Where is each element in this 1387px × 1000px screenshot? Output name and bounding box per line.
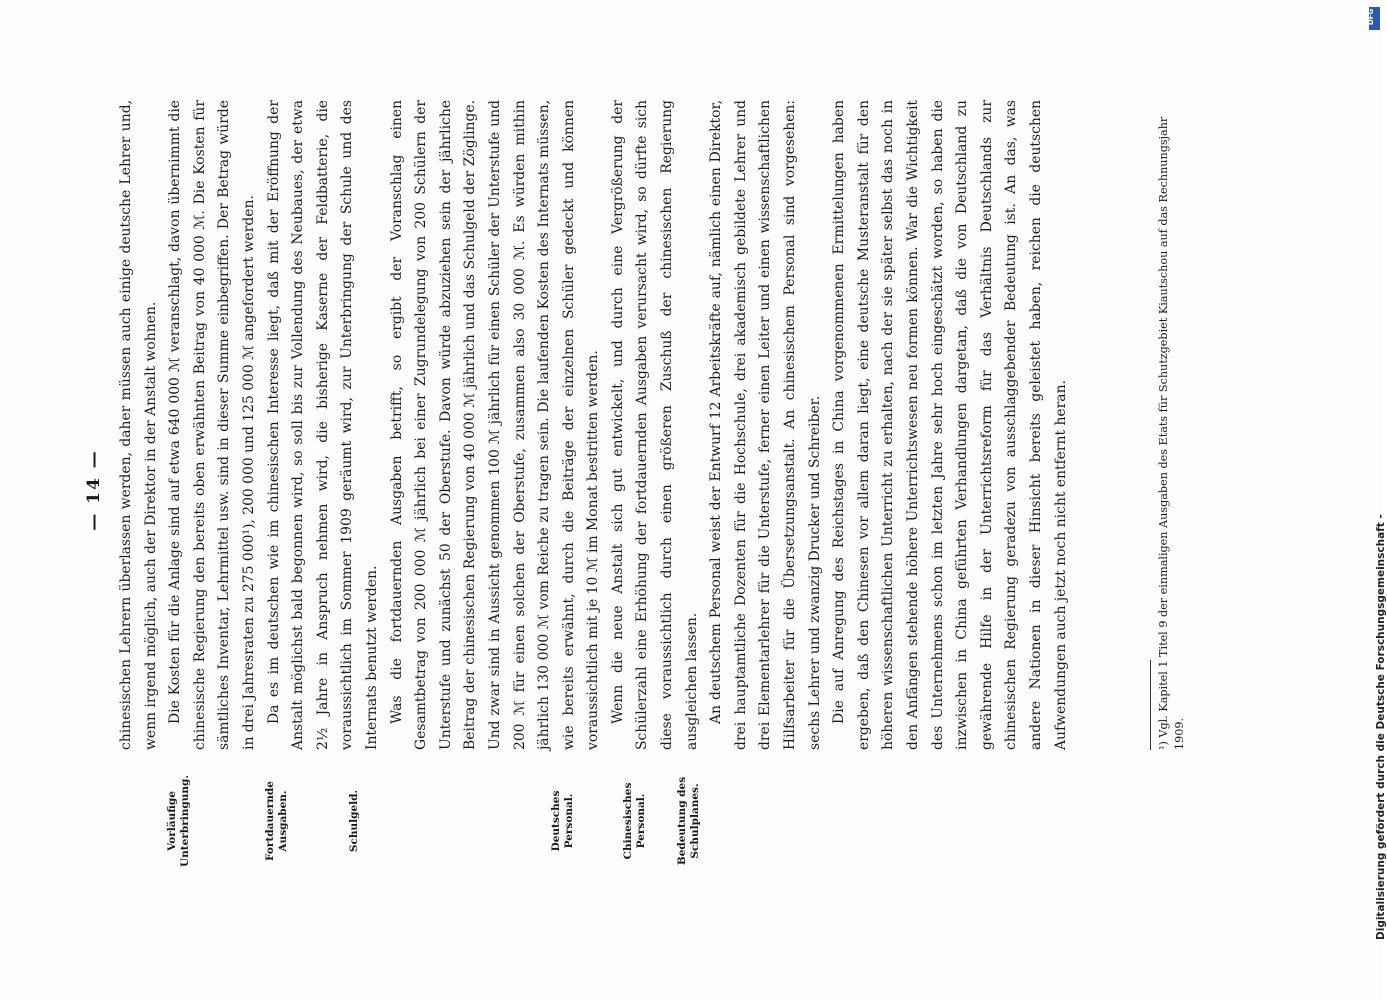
paragraph: Wenn die neue Anstalt sich gut entwickelt, und durch eine Vergrößerung der Schülerzahl eine Erhöhung der fortdauernden Ausgaben verursacht wird, so dürfte sich diese voraussichtlich durch einen größeren Zuschuß der chinesischen Regierung ausgleichen lassen. — [609, 100, 700, 750]
paragraph: chinesischen Lehrern überlassen werden, daher müssen auch einige deutsche Lehrer und, wenn irgend möglich, auch der Direktor in der Anstalt wohnen. — [118, 100, 159, 750]
paragraph: Die auf Anregung des Reichstages in China vorgenommenen Ermittelungen haben ergeben, daß den Chinesen vor allem daran liegt, eine deutsche Musteranstalt für den höheren wissenschaftlichen Unterricht zu erhalten, nach der sie später selbst das noch in den Anfängen stehende höhere Unterrichtswesen neu formen können. War die Wichtigkeit des Unternehmens schon im letzten Jahre sehr hoch eingeschätzt worden, so haben die inzwischen in China geführten Verhandlungen dargetan, daß die von Deutschland zu gewährende Hilfe in der Unterrichtsreform für das Verhältnis Deutschlands zur chinesischen Regierung geradezu von ausschlaggebender Bedeutung ist. An das, was andere Nationen in dieser Hinsicht bereits geleistet haben, reichen die deutschen Aufwendungen auch jetzt noch nicht entfernt heran. — [831, 100, 1069, 750]
sidenote-schulgeld: Schulgeld. — [348, 789, 360, 853]
sidenote-vorlaeufige-unterbringung: Vorläufige Unterbringung. — [166, 775, 191, 867]
sidenote-fortdauernde-ausgaben: Fortdauernde Ausgaben. — [264, 781, 289, 861]
rotated-page-content — [84, 100, 1220, 880]
footnote: ¹) Vgl. Kapitel 1 Titel 9 der einmaligen Ausgaben des Etats für Schutzgebiet Kiautschou auf das Rechnungsjahr 1909. — [1157, 116, 1186, 750]
digitization-credit: Digitalisierung gefördert durch die Deutsche Forschungsgemeinschaft - — [1375, 514, 1387, 940]
paragraph: Was die fortdauernden Ausgaben betrifft, so ergibt der Voranschlag einen Gesamtbetrag von 200 000 ℳ jährlich bei einer Zugrundelegung von 200 Schülern der Unterstufe und zunächst 50 der Oberstufe. Davon würde abzuziehen sein der jährliche Beitrag der chinesischen Regierung von 40 000 ℳ jährlich und das Schulgeld der Zöglinge. Und zwar sind in Aussicht genommen 100 ℳ jährlich für einen Schüler der Unterstufe und 200 ℳ für einen solchen der Oberstufe, zusammen also 30 000 ℳ. Es würden mithin jährlich 130 000 ℳ vom Reiche zu tragen sein. Die laufenden Kosten des Internats müssen, wie bereits erwähnt, durch die Beiträge der einzelnen Schüler gedeckt und können voraussichtlich mit je 10 ℳ im Monat bestritten werden. — [388, 100, 602, 750]
paragraph: Da es im deutschen wie im chinesischen Interesse liegt, daß mit der Eröffnung der Anstalt möglichst bald begonnen wird, so soll bis zur Vollendung des Neubaues, der etwa 2½ Jahre in Anspruch nehmen wird, die bisherige Kaserne der Feldbatterie, die voraussichtlich im Sommer 1909 geräumt wird, zur Unterbringung der Schule und des Internats benutzt werden. — [265, 100, 380, 750]
sidenote-deutsches-personal: Deutsches Personal. — [550, 790, 575, 852]
sidenote-chinesisches-personal: Chinesisches Personal. — [622, 782, 647, 860]
paragraph: An deutschem Personal weist der Entwurf 12 Arbeitskräfte auf, nämlich einen Direktor, drei hauptamtliche Dozenten für die Hochschule, drei akademisch gebildete Lehrer und drei Elementarlehrer für die Unterstufe, ferner einen Leiter und einen wissenschaftlichen Hilfsarbeiter für die Übersetzungsanstalt. An chinesischem Personal sind vorgesehen: sechs Lehrer und zwanzig Drucker und Schreiber. — [708, 100, 823, 750]
page-number: — 14 — — [84, 449, 104, 531]
paragraph: Die Kosten für die Anlage sind auf etwa 640 000 ℳ veranschlagt, davon übernimmt die chinesische Regierung den bereits oben erwähnten Beitrag von 40 000 ℳ. Die Kosten für sämtliches Inventar, Lehrmittel usw. sind in dieser Summe einbegriffen. Der Betrag würde in drei Jahresraten zu 275 000¹), 200 000 und 125 000 ℳ angefordert werden. — [167, 100, 257, 750]
footnote-rule — [1150, 660, 1151, 750]
dfg-logo — [1369, 7, 1380, 30]
body-text — [114, 100, 1073, 750]
sidenote-bedeutung-schulplanes: Bedeutung des Schulplanes. — [676, 776, 701, 866]
dfg-logo-text: DFG — [1367, 8, 1376, 26]
